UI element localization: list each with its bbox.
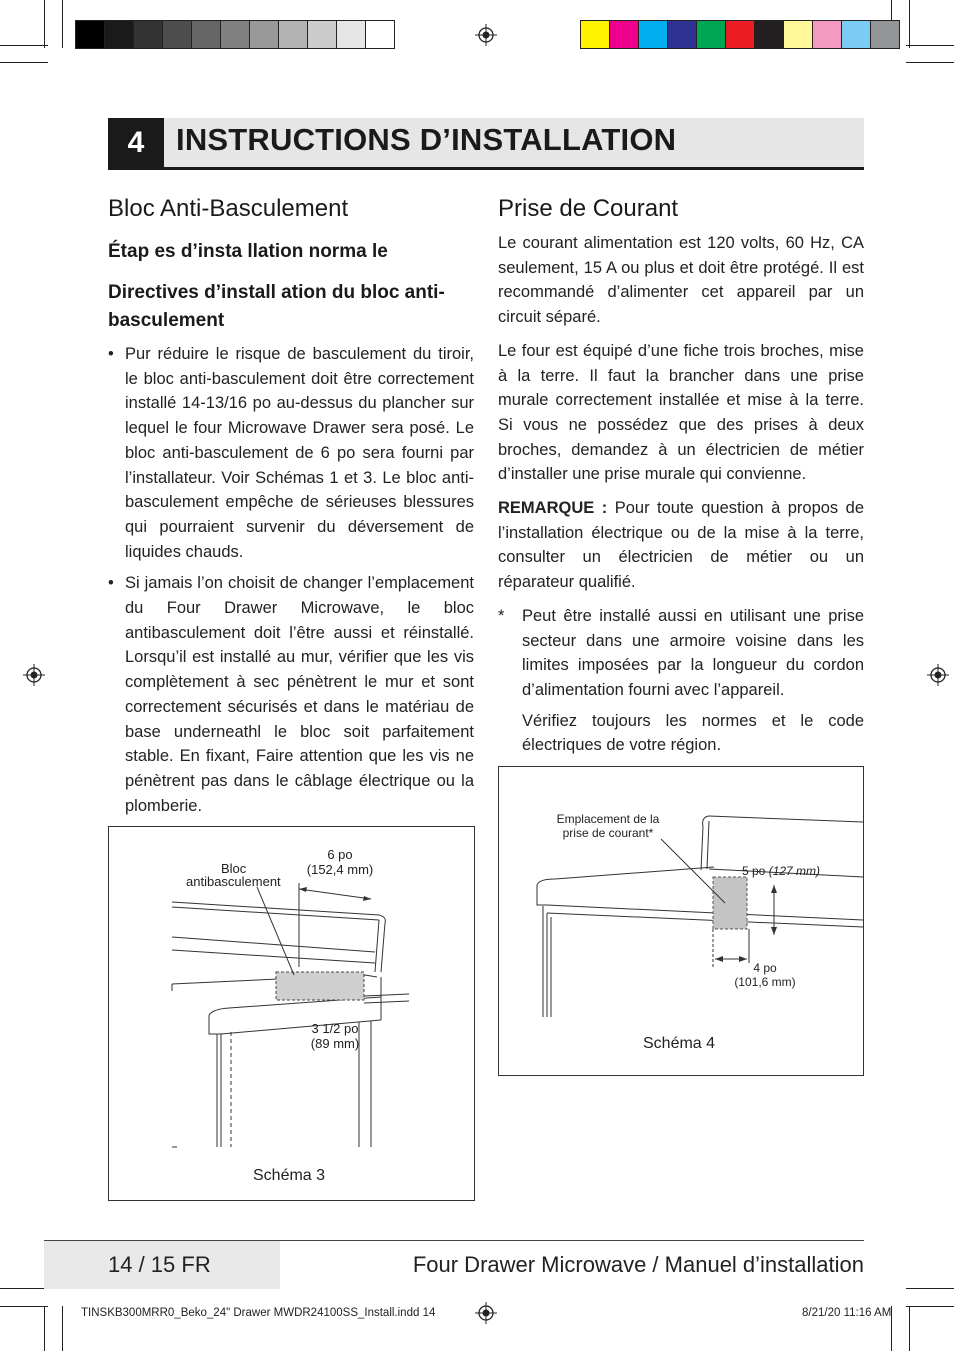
star-text: Peut être installé aussi en utilisant une prise secteur dans une armoire voisine dans les limites imposées par la longueur du cordon d’alimentation fourni avec l’appareil. (522, 606, 864, 699)
color-swatch (104, 20, 134, 49)
fig4-caption: Schéma 4 (643, 1035, 716, 1052)
crop-mark (62, 1306, 63, 1351)
color-swatch (365, 20, 395, 49)
list-item: • Si jamais l’on choisit de changer l’emplacement du Four Drawer Microwave, le bloc antibasculement doit l’être aussi et réinstallé. Lorsqu’il est installé au mur, vérifier que les vis complètement à sec pénètrent le mur et sont correctement sécurisés et dans le matériau de base underneathl le bloc soit parfaitement stable. En fixant, Faire attention que les vis ne pénètrent pas dans le câblage électrique ou la plomberie. (108, 574, 474, 815)
color-swatch (870, 20, 900, 49)
color-swatch (580, 20, 610, 49)
fig3-label-6po: 6 po (152,4 mm) (306, 847, 374, 877)
footer-divider (44, 1240, 864, 1241)
crop-mark (44, 0, 45, 48)
right-body (498, 231, 864, 764)
crop-mark (909, 0, 910, 48)
list-item: * Peut être installé aussi en utilisant une prise secteur dans une armoire voisine dans les limites imposées par la longueur du cordon d’alimentation fourni avec l’appareil. (498, 606, 864, 699)
footer-page-number: 14 / 15 FR (108, 1252, 211, 1277)
color-swatch (783, 20, 813, 49)
list-item (498, 709, 864, 758)
crop-mark (0, 45, 48, 46)
list-item: • Pur réduire le risque de basculement du tiroir, le bloc anti-basculement doit être correctement installé 14-13/16 po au-dessus du plancher sur lequel le four Microwave Drawer sera posé. Le bloc anti-basculement de 6 po sera fourni par l’installateur. Voir Schémas 1 et 3. Le bloc anti-basculement empêche de sérieuses blessures qui pourraient survenir du déversement de liquides chauds. (108, 345, 474, 561)
note-text: Pour toute question à propos de l’installation électrique ou de la mise à la terre, consulter un électricien de métier ou un réparateur qualifié. (498, 499, 864, 592)
fig3-label-3-1-2po: 3 1/2 po (89 mm) (310, 1021, 360, 1051)
section-title: INSTRUCTIONS D’INSTALLATION (176, 122, 677, 157)
cabinet-diagram (109, 827, 474, 1200)
color-swatch (696, 20, 726, 49)
footer-document-title: Four Drawer Microwave / Manuel d’installation (412, 1252, 864, 1277)
registration-mark-icon (927, 664, 949, 686)
figure-schema-4 (498, 766, 864, 1076)
color-swatch (249, 20, 279, 49)
color-swatch (133, 20, 163, 49)
color-swatch (75, 20, 105, 49)
registration-mark-icon (475, 24, 497, 46)
crop-mark (906, 1306, 954, 1307)
crop-mark (44, 1306, 45, 1351)
paragraph: Le four est équipé d’une fiche trois broches, mise à la terre. Il faut la brancher dans une prise murale correctement installée et mise à la terre. Si vous ne possédez que des prises à deux broches, demandez à un électricien de métier d’installer une prise murale qui convienne. (498, 341, 864, 484)
slug-filename: TINSKB300MRR0_Beko_24" Drawer MWDR24100SS_Install.indd 14 (81, 1307, 436, 1319)
note-paragraph (498, 496, 864, 595)
color-swatch (841, 20, 871, 49)
fig4-label-4po: 4 po (101,6 mm) (734, 961, 796, 989)
fig4-label-emplacement: Emplacement de la prise de courant* (556, 812, 660, 840)
crop-mark (909, 1306, 910, 1351)
anti-tip-block (276, 972, 364, 1000)
color-swatch (609, 20, 639, 49)
left-subheading-directives: Directives d’install ation du bloc anti-basculement (108, 282, 445, 331)
crop-mark (62, 0, 63, 48)
crop-mark (906, 1288, 954, 1289)
fig3-caption: Schéma 3 (253, 1167, 326, 1184)
registration-mark-icon (475, 1302, 497, 1324)
color-swatch (307, 20, 337, 49)
crop-mark (0, 62, 48, 63)
right-heading: Prise de Courant (498, 195, 679, 222)
fig4-label-5po: 5 po (127 mm) (742, 864, 821, 878)
color-swatch (754, 20, 784, 49)
registration-mark-icon (23, 664, 45, 686)
crop-mark (0, 1306, 48, 1307)
outlet-area (713, 877, 747, 929)
fig3-label-bloc: Bloc (221, 861, 247, 876)
star-text-2: Vérifiez toujours les normes et le code électriques de votre région. (522, 711, 864, 755)
color-swatch (667, 20, 697, 49)
note-label: REMARQUE : (498, 499, 608, 518)
paragraph: Le courant alimentation est 120 volts, 60 Hz, CA seulement, 15 A ou plus et doit être protégé. Il est recommandé d’alimenter cet appareil par un circuit séparé. (498, 234, 864, 327)
left-heading: Bloc Anti-Basculement (108, 195, 349, 222)
bullet-text: Pur réduire le risque de basculement du tiroir, le bloc anti-basculement doit être correctement installé 14-13/16 po au-dessus du plancher sur lequel le four Microwave Drawer sera posé. Le bloc anti-basculement de 6 po sera fourni par l’installateur. Voir Schémas 1 et 3. Le bloc anti-basculement empêche de sérieuses blessures qui pourraient survenir du déversement de liquides chauds. (125, 345, 474, 561)
crop-mark (906, 62, 954, 63)
crop-mark (906, 45, 954, 46)
color-swatch (162, 20, 192, 49)
color-swatch (220, 20, 250, 49)
crop-mark (0, 1288, 48, 1289)
left-bullets (108, 342, 474, 825)
color-swatch (812, 20, 842, 49)
color-swatch (278, 20, 308, 49)
left-subheading-steps: Étap es d’insta llation norma le (108, 241, 388, 262)
slug-date: 8/21/20 11:16 AM (802, 1307, 892, 1319)
figure-schema-3 (108, 826, 475, 1201)
color-swatch (638, 20, 668, 49)
fig3-label-antibasculement: antibasculement (186, 874, 281, 889)
color-swatch (336, 20, 366, 49)
bullet-text: Si jamais l’on choisit de changer l’emplacement du Four Drawer Microwave, le bloc antibasculement doit l’être aussi et réinstallé. Lorsqu’il est installé au mur, vérifier que les vis complètement à sec pénètrent le mur et sont correctement sécurisés et dans le matériau de base underneathl le bloc soit parfaitement stable. En fixant, Faire attention que les vis ne pénètrent pas dans le câblage électrique ou la plomberie. (125, 574, 474, 815)
section-number: 4 (108, 118, 164, 167)
color-swatch (191, 20, 221, 49)
color-swatch (725, 20, 755, 49)
